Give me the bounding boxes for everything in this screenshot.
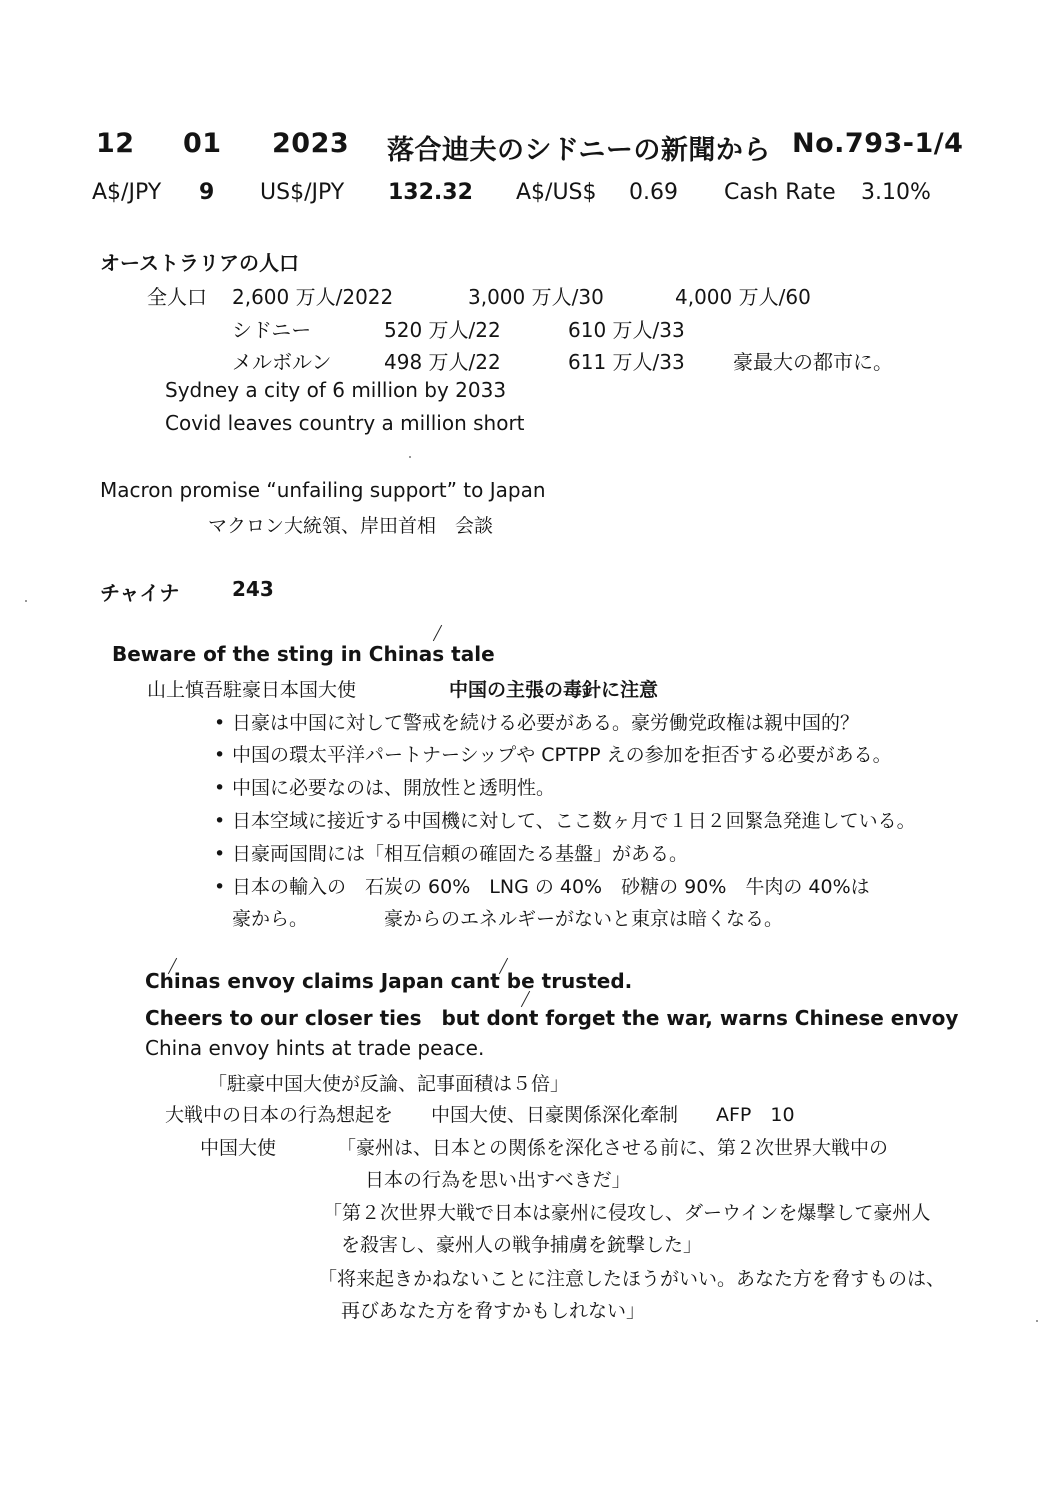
china-count: 243 xyxy=(232,577,274,601)
envoy-quote-1-line-1: 「豪州は、日本との関係を深化させる前に、第２次世界大戦中の xyxy=(337,1137,889,1159)
china-heading: チャイナ xyxy=(100,581,180,605)
bullet-text: 日本空域に接近する中国機に対して、ここ数ヶ月で１日２回緊急発進している。 xyxy=(232,810,916,832)
population-melbourne-label: メルボルン xyxy=(232,350,332,374)
population-heading: オーストラリアの人口 xyxy=(100,251,299,275)
header-month: 01 xyxy=(183,128,222,159)
population-headline-1: Sydney a city of 6 million by 2033 xyxy=(165,378,507,402)
population-total-label: 全人口 xyxy=(147,285,207,309)
header-issue: No.793-1/4 xyxy=(792,128,964,159)
cash-rate-value: 3.10% xyxy=(861,180,931,205)
bullet-item: • 日本空域に接近する中国機に対して、ここ数ヶ月で１日２回緊急発進している。 xyxy=(214,810,916,832)
paper-speck xyxy=(1036,1320,1038,1322)
population-melbourne-note: 豪最大の都市に。 xyxy=(733,350,893,374)
envoy-quote-3-line-2: 再びあなた方を脅すかもしれない」 xyxy=(341,1300,646,1322)
population-sydney-33: 610 万人/33 xyxy=(568,318,685,342)
bullet-item: • 日本の輸入の 石炭の 60% LNG の 40% 砂糖の 90% 牛肉の 40%は xyxy=(214,876,870,898)
population-sydney-label: シドニー xyxy=(232,318,312,342)
headline-envoy-claims: Chinas envoy claims Japan cant be trusted. xyxy=(145,969,633,993)
bullet-text: 日豪は中国に対して警戒を続ける必要がある。豪労働党政権は親中国的？ xyxy=(232,712,860,734)
bullet-item: • 中国の環太平洋パートナーシップや CPTPP えの参加を拒否する必要がある。 xyxy=(214,744,892,766)
envoy-quote-2-line-2: を殺害し、豪州人の戦争捕虜を銃撃した」 xyxy=(341,1234,703,1256)
rate-usd-jpy-value: 132.32 xyxy=(388,180,473,205)
rate-aud-usd-value: 0.69 xyxy=(629,180,678,205)
population-melbourne-33: 611 万人/33 xyxy=(568,350,685,374)
population-headline-2: Covid leaves country a million short xyxy=(165,411,525,435)
population-sydney-22: 520 万人/22 xyxy=(384,318,501,342)
article1-author: 山上慎吾駐豪日本国大使 xyxy=(147,679,357,701)
bullet-text: 日豪両国間には「相互信頼の確固たる基盤」がある。 xyxy=(232,843,689,865)
bullet-text: 中国の環太平洋パートナーシップや CPTPP えの参加を拒否する必要がある。 xyxy=(232,744,892,766)
article1-title: Beware of the sting in Chinas tale xyxy=(112,642,495,666)
paper-speck xyxy=(409,456,411,458)
macron-jp: マクロン大統領、岸田首相 会談 xyxy=(208,515,494,537)
envoy-quote-3-line-1: 「将来起きかねないことに注意したほうがいい。あなた方を脅すものは、 xyxy=(318,1268,946,1290)
rate-aud-jpy-label: A$/JPY xyxy=(92,180,162,205)
header-day: 12 xyxy=(96,128,135,159)
bullet-item: • 中国に必要なのは、開放性と透明性。 xyxy=(214,777,556,799)
macron-headline: Macron promise “unfailing support” to Japan xyxy=(100,478,546,502)
header-title: 落合迪夫のシドニーの新聞から xyxy=(387,135,771,166)
bullet-item: • 日豪両国間には「相互信頼の確固たる基盤」がある。 xyxy=(214,843,689,865)
envoy-quote-2-line-1: 「第２次世界大戦で日本は豪州に侵攻し、ダーウインを爆撃して豪州人 xyxy=(323,1202,931,1224)
rate-aud-jpy-value: 9 xyxy=(199,180,215,205)
envoy-label: 中国大使 xyxy=(200,1137,277,1159)
bullet-item: • 日豪は中国に対して警戒を続ける必要がある。豪労働党政権は親中国的？ xyxy=(214,712,860,734)
cash-rate-label: Cash Rate xyxy=(724,180,836,205)
headline-cheers: Cheers to our closer ties but dont forget the war, warns Chinese envoy xyxy=(145,1006,959,1030)
envoy-quote-1-line-2: 日本の行為を思い出すべきだ」 xyxy=(365,1169,631,1191)
population-total-2030: 3,000 万人/30 xyxy=(468,285,604,309)
afp-line: 大戦中の日本の行為想起を 中国大使、日豪関係深化牽制 AFP 10 xyxy=(165,1104,795,1126)
article1-jp-title: 中国の主張の毒針に注意 xyxy=(449,679,659,701)
bullet-text: 日本の輸入の 石炭の 60% LNG の 40% 砂糖の 90% 牛肉の 40%は xyxy=(232,876,870,898)
rate-usd-jpy-label: US$/JPY xyxy=(260,180,345,205)
rate-aud-usd-label: A$/US$ xyxy=(516,180,597,205)
population-melbourne-22: 498 万人/22 xyxy=(384,350,501,374)
bullet-text: 中国に必要なのは、開放性と透明性。 xyxy=(232,777,556,799)
bullet-continuation-b: 豪からのエネルギーがないと東京は暗くなる。 xyxy=(384,908,784,930)
population-total-2060: 4,000 万人/60 xyxy=(675,285,811,309)
bullet-continuation-a: 豪から。 xyxy=(232,908,309,930)
quote-article-size: 「駐豪中国大使が反論、記事面積は５倍」 xyxy=(208,1073,570,1095)
population-total-2022: 2,600 万人/2022 xyxy=(232,285,394,309)
headline-trade-peace: China envoy hints at trade peace. xyxy=(145,1036,485,1060)
paper-speck xyxy=(25,600,27,602)
header-year: 2023 xyxy=(272,128,350,159)
apostrophe-mark xyxy=(433,625,442,641)
